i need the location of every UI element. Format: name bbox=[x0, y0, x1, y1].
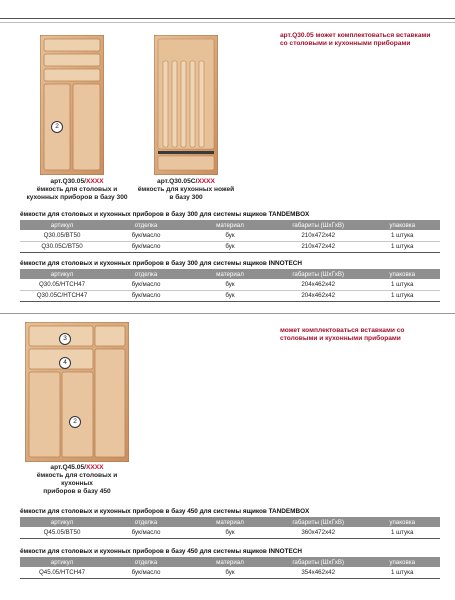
table-header-row bbox=[20, 517, 440, 527]
table-header-row bbox=[20, 557, 440, 567]
cell: Q45.05/HTCH47 bbox=[20, 567, 104, 578]
product-description-line: в базу 300 bbox=[169, 194, 203, 201]
table-row bbox=[20, 290, 440, 301]
cell: бук bbox=[188, 279, 272, 290]
caption-q30-05c bbox=[135, 178, 237, 202]
product-description-line: кухонных приборов в базу 300 bbox=[26, 194, 128, 201]
cell: 204х462х42 bbox=[272, 290, 364, 301]
cell: 1 штука bbox=[364, 279, 440, 290]
cell: бук/масло bbox=[104, 230, 188, 241]
caption-q45-05 bbox=[20, 464, 134, 496]
caption-q30-05 bbox=[22, 178, 132, 202]
col-header: артикул bbox=[20, 557, 104, 567]
col-header: отделка bbox=[104, 220, 188, 230]
product-code: арт.Q30.05C/XXXX bbox=[157, 178, 215, 185]
cell: Q30.05C/HTCH47 bbox=[20, 290, 104, 301]
compatibility-note-bottom: может комплектоваться вставками со столовыми и кухонными приборами bbox=[280, 327, 405, 342]
product-description-line: ёмкость для столовых и кухонных bbox=[36, 472, 118, 487]
col-header: материал bbox=[188, 517, 272, 527]
col-header: габариты (ШхГхВ) bbox=[272, 517, 364, 527]
photo-badge: 2 bbox=[51, 121, 63, 133]
table-title: ёмкости для столовых и кухонных приборов в базу 450 для системы ящиков INNOTECH bbox=[20, 548, 302, 555]
col-header: артикул bbox=[20, 517, 104, 527]
section-divider bbox=[0, 313, 455, 314]
spec-table-q45-innotech bbox=[20, 557, 440, 579]
col-header: упаковка bbox=[364, 220, 440, 230]
product-photo-q30-05c bbox=[154, 35, 218, 175]
cell: 1 штука bbox=[364, 527, 440, 538]
table-title: ёмкости для столовых и кухонных приборов в базу 300 для системы ящиков INNOTECH bbox=[20, 260, 302, 267]
table-row bbox=[20, 241, 440, 252]
cell: бук bbox=[188, 290, 272, 301]
table-header-row bbox=[20, 269, 440, 279]
top-rule bbox=[0, 18, 455, 19]
top-rule-secondary bbox=[0, 22, 455, 23]
product-photo-q45-05 bbox=[25, 322, 129, 462]
product-description-line: ёмкость для столовых и bbox=[36, 186, 118, 193]
col-header: артикул bbox=[20, 220, 104, 230]
table-row bbox=[20, 527, 440, 538]
table-title: ёмкости для столовых и кухонных приборов в базу 300 для системы ящиков TANDEMBOX bbox=[20, 211, 310, 218]
col-header: материал bbox=[188, 220, 272, 230]
table-title: ёмкости для столовых и кухонных приборов в базу 450 для системы ящиков TANDEMBOX bbox=[20, 508, 310, 515]
spec-table-q30-tandembox bbox=[20, 220, 440, 253]
col-header: упаковка bbox=[364, 517, 440, 527]
cell: 1 штука bbox=[364, 290, 440, 301]
cell: бук bbox=[188, 230, 272, 241]
cell: бук/масло bbox=[104, 279, 188, 290]
cell: 1 штука bbox=[364, 567, 440, 578]
cell: бук bbox=[188, 567, 272, 578]
cell: бук bbox=[188, 527, 272, 538]
product-description-line: ёмкость для кухонных ножей bbox=[137, 186, 235, 193]
col-header: габариты (ШхГхВ) bbox=[272, 220, 364, 230]
cell: бук bbox=[188, 241, 272, 252]
spec-table-q45-tandembox bbox=[20, 517, 440, 539]
col-header: отделка bbox=[104, 557, 188, 567]
product-code: арт.Q45.05/XXXX bbox=[50, 464, 104, 471]
photo-badge: 2 bbox=[69, 416, 81, 428]
table-row bbox=[20, 279, 440, 290]
cell: 1 штука bbox=[364, 230, 440, 241]
cell: бук/масло bbox=[104, 527, 188, 538]
cell: 210х472х42 bbox=[272, 241, 364, 252]
photo-badge: 3 bbox=[59, 333, 71, 345]
cell: 1 штука bbox=[364, 241, 440, 252]
compatibility-note-top: арт.Q30.05 может комплектоваться вставками со столовыми и кухонными приборами bbox=[280, 32, 431, 47]
col-header: материал bbox=[188, 557, 272, 567]
cell: 360х472х42 bbox=[272, 527, 364, 538]
table-row bbox=[20, 230, 440, 241]
cell: бук/масло bbox=[104, 241, 188, 252]
col-header: отделка bbox=[104, 269, 188, 279]
table-header-row bbox=[20, 220, 440, 230]
cell: бук/масло bbox=[104, 567, 188, 578]
photo-badge: 4 bbox=[59, 357, 71, 369]
col-header: упаковка bbox=[364, 269, 440, 279]
col-header: габариты (ШхГхВ) bbox=[272, 557, 364, 567]
cell: Q30.05C/BT50 bbox=[20, 241, 104, 252]
cell: Q45.05/BT50 bbox=[20, 527, 104, 538]
cell: Q30.05/BT50 bbox=[20, 230, 104, 241]
col-header: габариты (ШхГхВ) bbox=[272, 269, 364, 279]
col-header: артикул bbox=[20, 269, 104, 279]
spec-table-q30-innotech bbox=[20, 269, 440, 302]
col-header: упаковка bbox=[364, 557, 440, 567]
table-row bbox=[20, 567, 440, 578]
product-photo-q30-05 bbox=[40, 35, 104, 175]
product-code: арт.Q30.05/XXXX bbox=[50, 178, 104, 185]
col-header: материал bbox=[188, 269, 272, 279]
cell: 210х472х42 bbox=[272, 230, 364, 241]
cell: 354х462х42 bbox=[272, 567, 364, 578]
col-header: отделка bbox=[104, 517, 188, 527]
cell: 204х462х42 bbox=[272, 279, 364, 290]
cell: Q30.05/HTCH47 bbox=[20, 279, 104, 290]
product-description-line: приборов в базу 450 bbox=[43, 488, 111, 495]
cell: бук/масло bbox=[104, 290, 188, 301]
